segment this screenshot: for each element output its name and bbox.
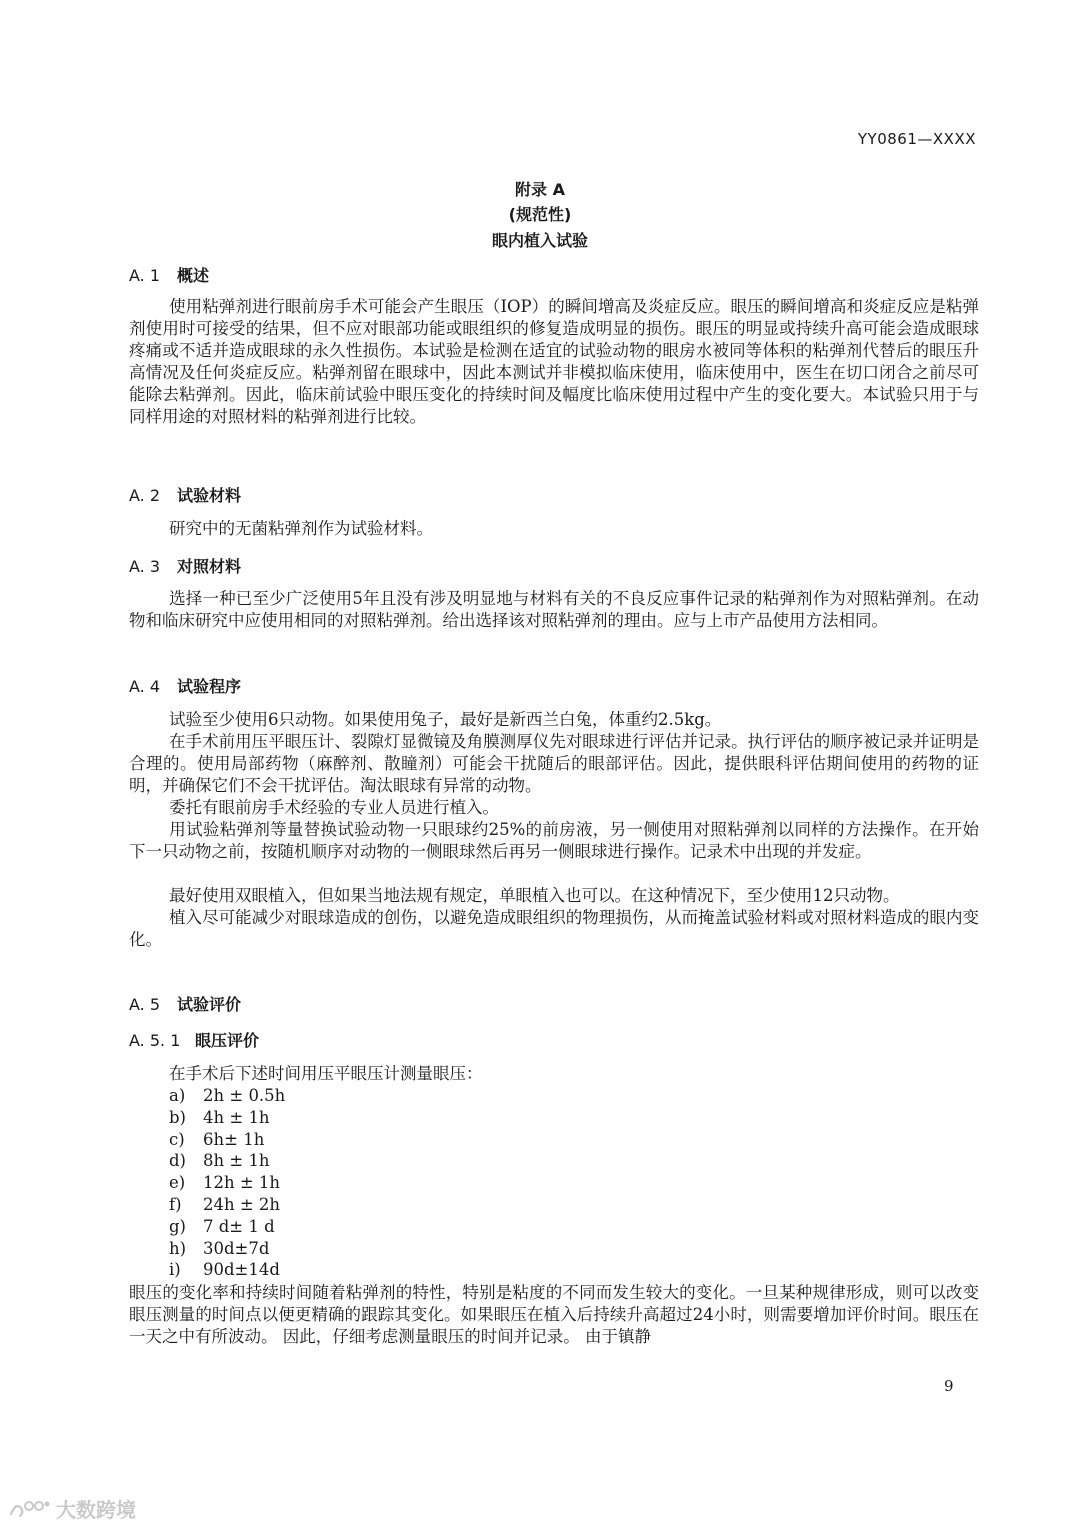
paragraph-overview bbox=[129, 296, 979, 428]
list-item bbox=[169, 1194, 285, 1216]
section-heading-a3 bbox=[129, 554, 241, 577]
section-title: 眼压评价 bbox=[195, 1031, 260, 1050]
paragraph-text: 使用粘弹剂进行眼前房手术可能会产生眼压（IOP）的瞬间增高及炎症反应。眼压的瞬间增高和炎症反应是粘弹剂使用时可接受的结果，但不应对眼部功能或眼组织的修复造成明显的损伤。眼压的明显或持续升高可能会造成眼球疼痛或不适并造成眼球的永久性损伤。本试验是检测在适宜的试验动物的眼房水被同等体积的粘弹剂代替后的眼压升高情况及任何炎症反应。粘弹剂留在眼球中，因此本测试并非模拟临床使用，临床使用中，医生在切口闭合之前尽可能除去粘弹剂。因此，临床前试验中眼压变化的持续时间及幅度比临床使用过程中产生的变化要大。本试验只用于与同样用途的对照材料的粘弹剂进行比较。 bbox=[129, 297, 979, 426]
section-title: 概述 bbox=[177, 266, 210, 285]
section-number: A. 3 bbox=[129, 557, 161, 576]
section-number: A. 5. 1 bbox=[129, 1031, 181, 1050]
paragraph-procedure-6 bbox=[129, 907, 979, 951]
list-item-value: 6h± 1h bbox=[203, 1129, 265, 1149]
list-item-value: 7 d± 1 d bbox=[203, 1216, 275, 1236]
list-item-label: c) bbox=[169, 1129, 185, 1149]
paragraph-procedure-3 bbox=[129, 797, 979, 819]
paragraph-text: 研究中的无菌粘弹剂作为试验材料。 bbox=[169, 519, 433, 538]
list-item-label: g) bbox=[169, 1216, 186, 1236]
paragraph-procedure-2 bbox=[129, 731, 979, 797]
paragraph-procedure-5 bbox=[129, 885, 979, 907]
paragraph-text: 用试验粘弹剂等量替换试验动物一只眼球约25%的前房液，另一侧使用对照粘弹剂以同样的方法操作。在开始下一只动物之前，按随机顺序对动物的一侧眼球然后再另一侧眼球进行操作。记录术中出现的并发症。 bbox=[129, 820, 979, 861]
list-item bbox=[169, 1172, 285, 1194]
list-item bbox=[169, 1259, 285, 1281]
list-item-label: e) bbox=[169, 1173, 186, 1193]
watermark bbox=[8, 1494, 136, 1523]
list-item bbox=[169, 1129, 285, 1151]
list-item-label: b) bbox=[169, 1107, 186, 1127]
paragraph-control-material bbox=[129, 588, 979, 632]
paragraph-text: 眼压的变化率和持续时间随着粘弹剂的特性，特别是粘度的不同而发生较大的变化。一旦某种规律形成，则可以改变眼压测量的时间点以便更精确的跟踪其变化。如果眼压在植入后持续升高超过24小时，则需要增加评价时间。眼压在一天之中有所波动。 因此，仔细考虑测量眼压的时间并记录。 由于镇静 bbox=[129, 1283, 979, 1346]
list-item-label: d) bbox=[169, 1151, 186, 1171]
paragraph-text: 委托有眼前房手术经验的专业人员进行植入。 bbox=[169, 798, 499, 817]
watermark-text: 大数跨境 bbox=[56, 1498, 136, 1522]
appendix-nature: (规范性) bbox=[508, 205, 572, 224]
paragraph-text: 植入尽可能减少对眼球造成的创伤，以避免造成眼组织的物理损伤，从而掩盖试验材料或对照材料造成的眼内变化。 bbox=[129, 908, 979, 949]
paragraph-procedure-4 bbox=[129, 819, 979, 863]
section-heading-a5 bbox=[129, 992, 241, 1015]
section-heading-a1 bbox=[129, 263, 209, 286]
paragraph-procedure-1 bbox=[129, 709, 979, 731]
paragraph-text: 最好使用双眼植入，但如果当地法规有规定，单眼植入也可以。在这种情况下，至少使用12只动物。 bbox=[169, 886, 900, 905]
appendix-label: 附录 A bbox=[515, 180, 565, 199]
document-code: YY0861—XXXX bbox=[857, 130, 976, 148]
paragraph-test-material bbox=[129, 518, 979, 540]
paragraph-iop-closing bbox=[129, 1282, 979, 1348]
list-item bbox=[169, 1085, 285, 1107]
list-item bbox=[169, 1216, 285, 1238]
list-item bbox=[169, 1107, 285, 1129]
section-number: A. 1 bbox=[129, 266, 161, 285]
paragraph-text: 试验至少使用6只动物。如果使用兔子，最好是新西兰白兔，体重约2.5kg。 bbox=[169, 710, 722, 729]
list-item-label: h) bbox=[169, 1238, 187, 1258]
paragraph-text: 选择一种已至少广泛使用5年且没有涉及明显地与材料有关的不良反应事件记录的粘弹剂作为对照粘弹剂。在动物和临床研究中应使用相同的对照粘弹剂。给出选择该对照粘弹剂的理由。应与上市产品使用方法相同。 bbox=[129, 589, 979, 630]
section-heading-a51 bbox=[129, 1028, 259, 1051]
list-item-label: f) bbox=[169, 1194, 182, 1214]
list-item-label: a) bbox=[169, 1086, 186, 1105]
section-number: A. 2 bbox=[129, 486, 161, 505]
section-number: A. 4 bbox=[129, 677, 161, 696]
section-number: A. 5 bbox=[129, 995, 161, 1014]
appendix-title: 眼内植入试验 bbox=[491, 231, 588, 250]
time-point-list bbox=[169, 1085, 285, 1281]
watermark-logo-icon bbox=[8, 1498, 52, 1520]
list-item-value: 30d±7d bbox=[203, 1238, 270, 1258]
list-item-value: 4h ± 1h bbox=[203, 1107, 270, 1127]
section-heading-a2 bbox=[129, 483, 241, 506]
page-number: 9 bbox=[944, 1377, 954, 1395]
paragraph-text: 在手术前用压平眼压计、裂隙灯显微镜及角膜测厚仪先对眼球进行评估并记录。执行评估的顺序被记录并证明是合理的。使用局部药物（麻醉剂、散瞳剂）可能会干扰随后的眼部评估。因此，提供眼科评估期间使用的药物的证明，并确保它们不会干扰评估。淘汰眼球有异常的动物。 bbox=[129, 732, 979, 795]
section-title: 试验评价 bbox=[177, 995, 242, 1014]
section-heading-a4 bbox=[129, 674, 241, 697]
section-title: 对照材料 bbox=[177, 557, 242, 576]
list-item-value: 2h ± 0.5h bbox=[203, 1086, 286, 1105]
list-item-value: 8h ± 1h bbox=[203, 1151, 270, 1171]
section-title: 试验材料 bbox=[177, 486, 242, 505]
paragraph-text: 在手术后下述时间用压平眼压计测量眼压： bbox=[169, 1064, 483, 1083]
list-item-label: i) bbox=[169, 1260, 181, 1280]
list-item bbox=[169, 1150, 285, 1172]
section-title: 试验程序 bbox=[177, 677, 242, 696]
list-item-value: 90d±14d bbox=[203, 1260, 280, 1280]
list-item-value: 24h ± 2h bbox=[203, 1194, 281, 1214]
paragraph-iop-intro bbox=[129, 1063, 979, 1085]
list-item-value: 12h ± 1h bbox=[203, 1173, 281, 1193]
list-item bbox=[169, 1238, 285, 1260]
